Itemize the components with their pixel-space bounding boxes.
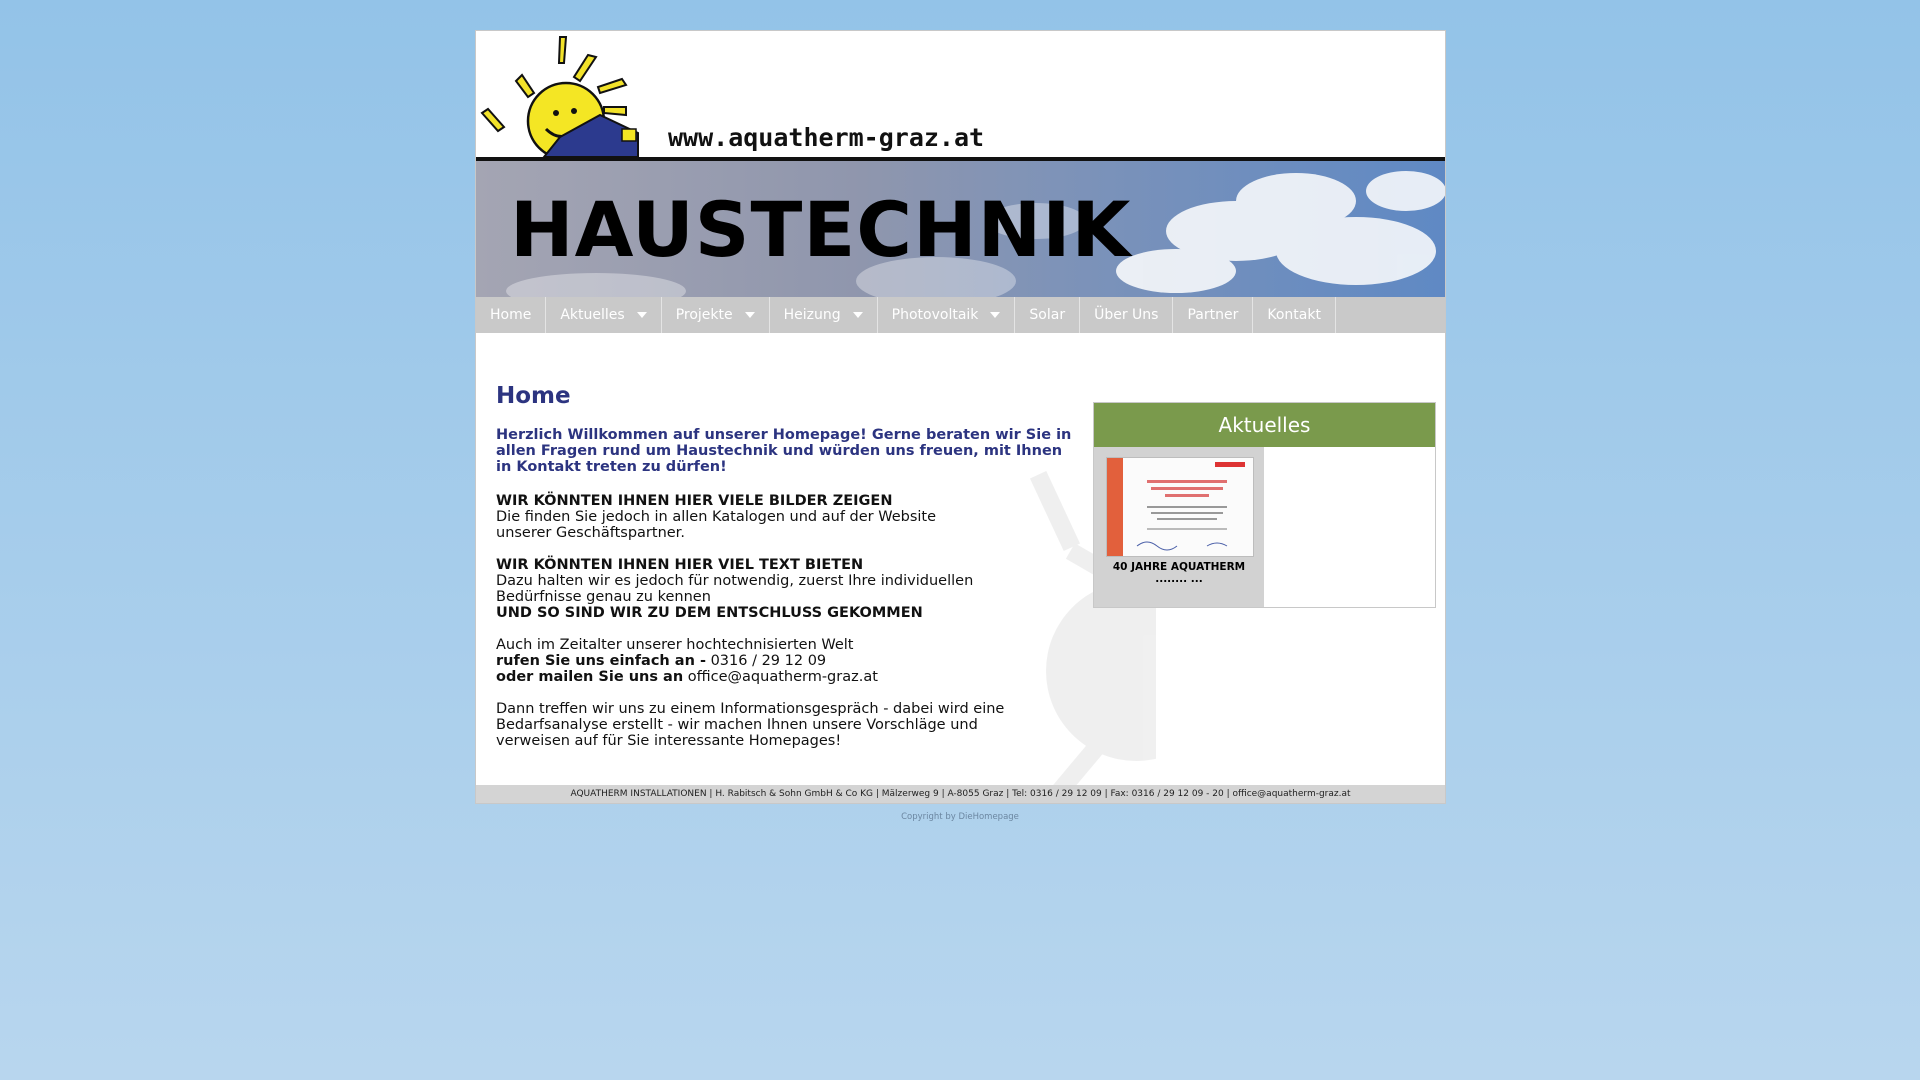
phone-line — [496, 653, 1076, 669]
nav-item-label: Über Uns — [1094, 307, 1159, 323]
mail-label: oder mailen Sie uns an — [496, 669, 684, 685]
nav-item-partner[interactable] — [1173, 297, 1253, 333]
nav-item-label: Solar — [1029, 307, 1066, 323]
nav-item-label: Photovoltaik — [891, 307, 979, 323]
news-caption[interactable] — [1094, 561, 1264, 585]
main-navigation — [476, 297, 1445, 333]
news-thumbnail[interactable] — [1106, 457, 1254, 557]
dropdown-caret-icon — [745, 312, 755, 318]
paragraph-line: unserer Geschäftspartner. — [496, 525, 685, 541]
page-container — [475, 30, 1446, 804]
nav-item-kontakt[interactable] — [1253, 297, 1336, 333]
nav-item-heizung[interactable] — [770, 297, 878, 333]
paragraph-line: Dann treffen wir uns zu einem Informationsgespräch - dabei wird eine — [496, 701, 1005, 717]
paragraph-line: Bedürfnisse genau zu kennen — [496, 589, 711, 605]
copyright-link[interactable]: Copyright by DieHomepage — [901, 812, 1019, 822]
paragraph-line: Bedarfsanalyse erstellt - wir machen Ihnen unsere Vorschläge und — [496, 717, 978, 733]
header-banner — [476, 161, 1445, 297]
nav-item-photovoltaik[interactable] — [878, 297, 1016, 333]
news-caption-title: 40 JAHRE AQUATHERM — [1112, 561, 1246, 573]
footer-contact-bar: AQUATHERM INSTALLATIONEN | H. Rabitsch & Sohn GmbH & Co KG | Mälzerweg 9 | A-8055 Graz | Tel: 0316 / 29 12 09 | Fax: 0316 / 29 12 09 - 20 | office@aquatherm-graz.at — [476, 785, 1445, 803]
nav-item-label: Aktuelles — [560, 307, 625, 323]
email-address[interactable]: office@aquatherm-graz.at — [687, 669, 878, 685]
sun-house-logo-icon — [476, 31, 666, 157]
certificate-image-icon — [1107, 458, 1254, 557]
paragraph-line: Die finden Sie jedoch in allen Katalogen und auf der Website — [496, 509, 937, 525]
news-item[interactable] — [1094, 447, 1264, 607]
dropdown-caret-icon — [990, 312, 1000, 318]
nav-item-aktuelles[interactable] — [546, 297, 661, 333]
nav-item-home[interactable] — [476, 297, 546, 333]
nav-item-label: Partner — [1187, 307, 1239, 323]
section-heading: WIR KÖNNTEN IHNEN HIER VIEL TEXT BIETEN — [496, 557, 864, 573]
news-sidebar — [1093, 402, 1436, 608]
nav-item-projekte[interactable] — [662, 297, 770, 333]
section-heading: UND SO SIND WIR ZU DEM ENTSCHLUSS GEKOMMEN — [496, 605, 923, 621]
paragraph-line: verweisen auf für Sie interessante Homepages! — [496, 733, 842, 749]
logo-url-text: www.aquatherm-graz.at — [668, 123, 985, 152]
news-caption-more: ........ ... — [1155, 573, 1203, 585]
logo[interactable] — [476, 31, 1445, 157]
nav-item-label: Home — [490, 307, 532, 323]
email-line — [496, 669, 1076, 685]
paragraph-line: Auch im Zeitalter unserer hochtechnisierten Welt — [496, 637, 854, 653]
intro-text: Herzlich Willkommen auf unserer Homepage! Gerne beraten wir Sie in allen Fragen rund um Haustechnik und würden uns freuen, mit Ihnen in Kontakt treten zu dürfen! — [496, 427, 1072, 475]
section-heading: WIR KÖNNTEN IHNEN HIER VIELE BILDER ZEIGEN — [496, 493, 893, 509]
paragraph-line: Dazu halten wir es jedoch für notwendig, zuerst Ihre individuellen — [496, 573, 974, 589]
nav-item-ueber-uns[interactable] — [1080, 297, 1173, 333]
dropdown-caret-icon — [637, 312, 647, 318]
page-title: Home — [496, 383, 571, 409]
sidebar-heading: Aktuelles — [1094, 403, 1435, 447]
phone-number: 0316 / 29 12 09 — [710, 653, 827, 669]
nav-item-label: Heizung — [783, 307, 841, 323]
dropdown-caret-icon — [853, 312, 863, 318]
call-label: rufen Sie uns einfach an - — [496, 653, 706, 669]
main-content — [496, 383, 1076, 749]
nav-item-label: Projekte — [675, 307, 733, 323]
nav-item-solar[interactable] — [1015, 297, 1080, 333]
banner-title: HAUSTECHNIK — [510, 185, 1132, 274]
nav-item-label: Kontakt — [1267, 307, 1321, 323]
